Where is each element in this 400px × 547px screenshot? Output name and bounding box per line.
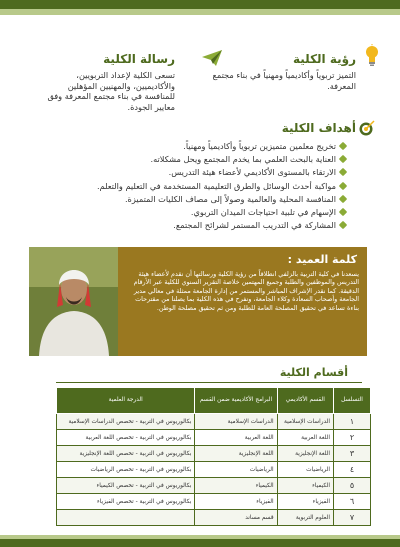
serial-cell: ٤ [334, 462, 371, 478]
department-cell: الكيمياء [277, 478, 333, 494]
goal-item: تخريج معلمين متميزين تربوياً وأكاديمياً ومهنياً. [46, 140, 346, 153]
departments-table [56, 387, 371, 526]
vision-text: التميز تربوياً وأكاديمياً ومهنياً في بناء مجتمع المعرفة. [212, 70, 356, 91]
department-cell: الدراسات الإسلامية [277, 414, 333, 430]
department-cell: اللغة الإنجليزية [277, 446, 333, 462]
bullet-icon [339, 168, 347, 176]
serial-cell: ٣ [334, 446, 371, 462]
top-band-light [0, 9, 400, 15]
bullet-icon [339, 208, 347, 216]
table-row [57, 510, 371, 526]
dean-message-box [29, 247, 367, 356]
bullet-icon [339, 142, 347, 150]
header-serial: التسلسل [334, 388, 371, 414]
bullet-icon [339, 221, 347, 229]
goal-item: مواكبة أحدث الوسائل والطرق التعليمية المستخدمة في التعليم والتعلم. [46, 180, 346, 193]
header-programs: البرامج الأكاديمية ضمن القسم [195, 388, 277, 414]
title-underline [56, 382, 362, 383]
table-row [57, 446, 371, 462]
serial-cell: ٢ [334, 430, 371, 446]
table-row [57, 462, 371, 478]
vision-title: رؤية الكلية [293, 52, 356, 66]
degree-cell: بكالوريوس في التربية - تخصص اللغة العربية [57, 430, 195, 446]
department-cell: اللغة العربية [277, 430, 333, 446]
table-row [57, 414, 371, 430]
mission-title: رسالة الكلية [103, 52, 175, 66]
header-department: القسم الأكاديمي [277, 388, 333, 414]
degree-cell: بكالوريوس في التربية - تخصص الكيمياء [57, 478, 195, 494]
bullet-icon [339, 155, 347, 163]
table-header-row [57, 388, 371, 414]
department-cell: الرياضيات [277, 462, 333, 478]
goals-list [46, 140, 346, 232]
goal-item: المشاركة في التدريب المستمر لشرائح المجتمع. [46, 219, 346, 232]
serial-cell: ٦ [334, 494, 371, 510]
serial-cell: ٥ [334, 478, 371, 494]
serial-cell: ٧ [334, 510, 371, 526]
bullet-icon [339, 181, 347, 189]
goal-item: العناية بالبحث العلمي بما يخدم المجتمع ويحل مشكلاته. [46, 153, 346, 166]
table-row [57, 494, 371, 510]
target-icon [359, 120, 375, 136]
program-cell: الفيزياء [195, 494, 277, 510]
degree-cell: بكالوريوس في التربية - تخصص الرياضيات [57, 462, 195, 478]
goal-item: المنافسة المحلية والعالمية وصولاً إلى مصاف الكليات المتميزة. [46, 193, 346, 206]
degree-cell: بكالوريوس في التربية - تخصص الفيزياء [57, 494, 195, 510]
paper-plane-icon [202, 50, 222, 66]
program-cell: الكيمياء [195, 478, 277, 494]
mission-text: تسعى الكلية لإعداد التربويين، والأكاديميين، والمهنيين المؤهلين للمنافسة في بناء مجتمع المعرفة وفق معايير الجودة. [47, 70, 175, 112]
goals-title: أهداف الكلية [281, 121, 356, 135]
departments-title: أقسام الكلية [279, 366, 348, 379]
dean-photo [29, 247, 118, 356]
lightbulb-icon [363, 44, 381, 68]
program-cell: الدراسات الإسلامية [195, 414, 277, 430]
goal-item: الإسهام في تلبية احتياجات الميدان التربوي. [46, 206, 346, 219]
degree-cell [57, 510, 195, 526]
department-cell: العلوم التربوية [277, 510, 333, 526]
table-row [57, 430, 371, 446]
bullet-icon [339, 195, 347, 203]
program-cell: اللغة العربية [195, 430, 277, 446]
program-cell: قسم مساند [195, 510, 277, 526]
table-row [57, 478, 371, 494]
dean-text: يسعدنا في كلية التربية بالزلفي انطلاقاً من رؤية الكلية ورسالتها أن نقدم لأعضاء هيئة التدريس والموظفين والطلبة وجميع المهتمين خلاصة التقرير السنوي للكلية عبر الأرقام الدقيقة. كما نقدر الإشراف المباشر والمستمر من إدارة الجامعة ممثلة في معالي مدير الجامعة وأصحاب السعادة وكلاء الجامعة، ونفرح في هذه الكلية بما يصلنا من مقترحات بناءة تساعد في تحقيق المصلحة العامة للطلبة ومن ثم تحقيق مصلحة الوطن. [133, 270, 359, 312]
goal-item: الارتقاء بالمستوى الأكاديمي لأعضاء هيئة التدريس. [46, 166, 346, 179]
header-degree: الدرجة العلمية [57, 388, 195, 414]
degree-cell: بكالوريوس في التربية - تخصص اللغة الإنجليزية [57, 446, 195, 462]
program-cell: اللغة الإنجليزية [195, 446, 277, 462]
degree-cell: بكالوريوس في التربية - تخصص الدراسات الإسلامية [57, 414, 195, 430]
program-cell: الرياضيات [195, 462, 277, 478]
top-band [0, 0, 400, 9]
dean-title: كلمة العميد : [287, 253, 357, 266]
bottom-band [0, 539, 400, 547]
serial-cell: ١ [334, 414, 371, 430]
department-cell: الفيزياء [277, 494, 333, 510]
